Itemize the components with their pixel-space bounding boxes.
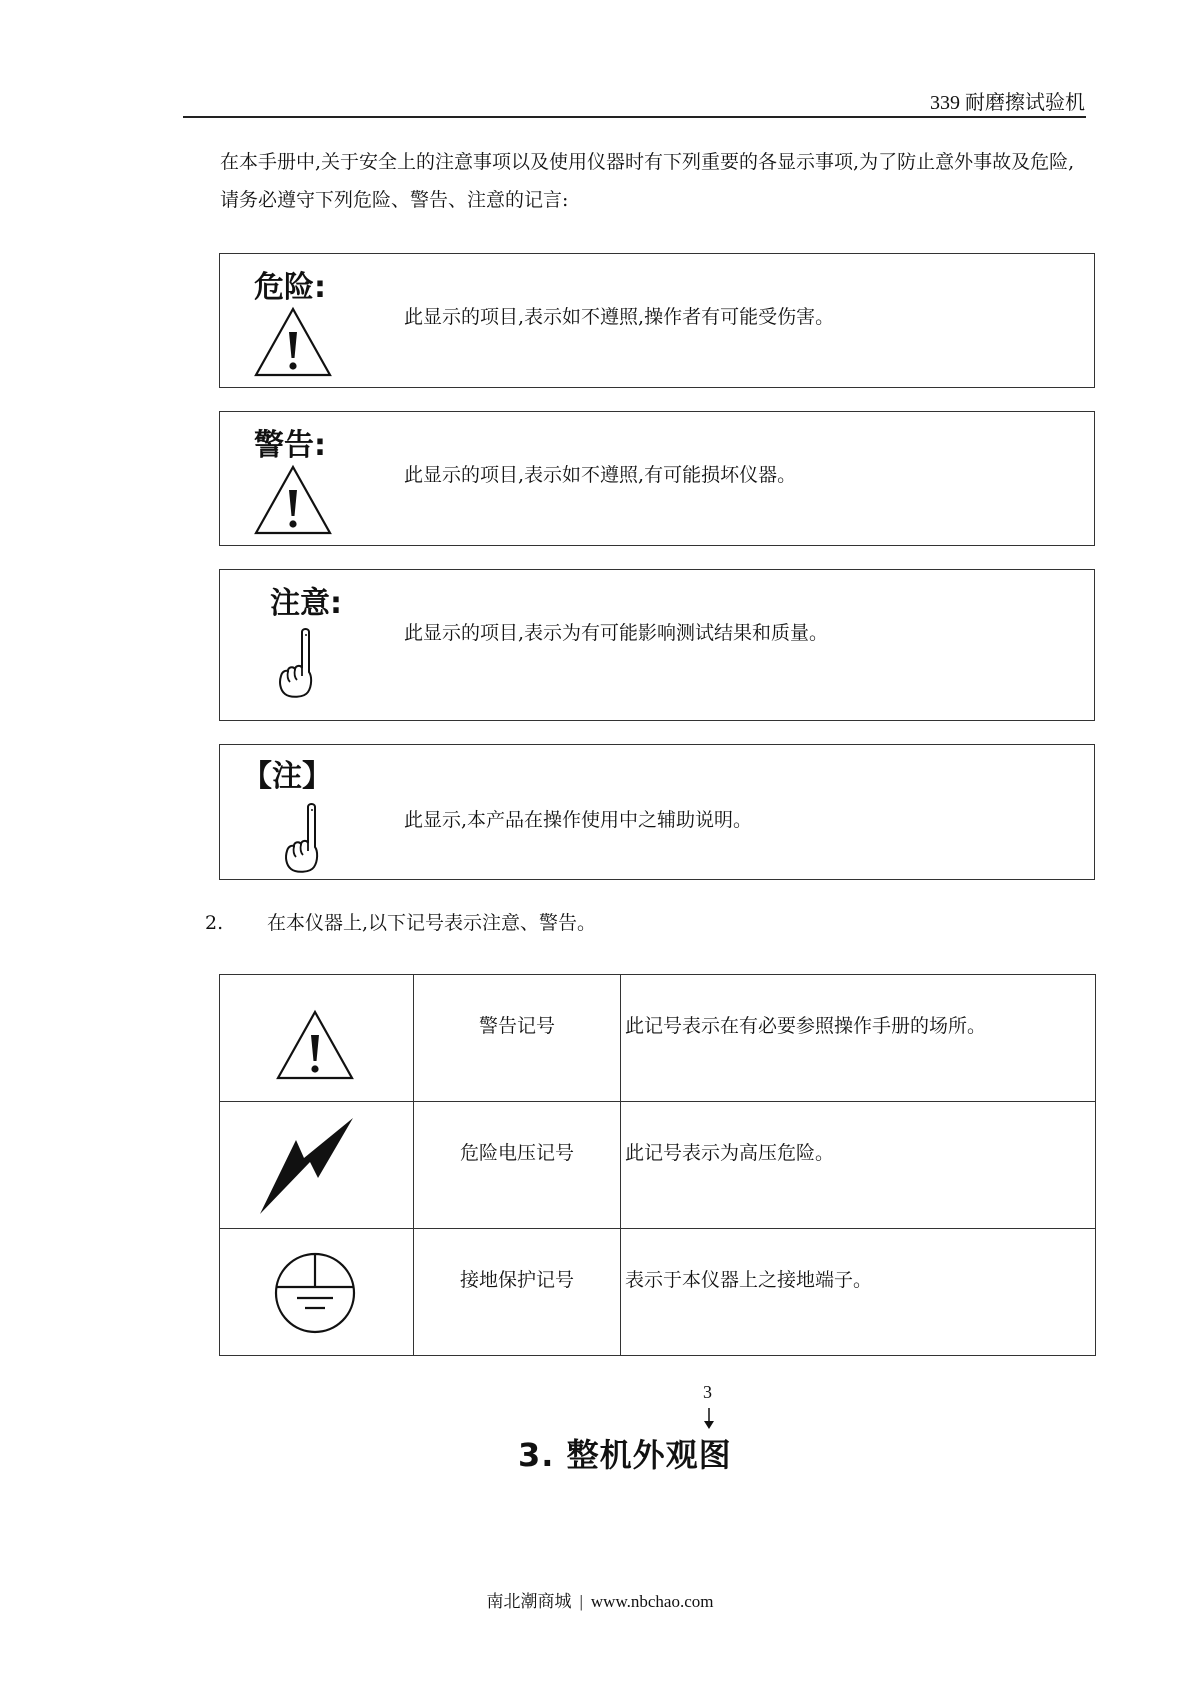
table-row [220, 975, 1096, 1102]
symbol-description: 表示于本仪器上之接地端子。 [625, 1269, 873, 1291]
warning-title: 警告: [254, 428, 326, 463]
header-divider [183, 116, 1086, 118]
symbol-name: 危险电压记号 [459, 1142, 574, 1164]
note-title: 【注】 [242, 759, 332, 794]
symbol-name: 警告记号 [478, 1015, 555, 1037]
symbol-description-cell [621, 975, 1096, 1102]
section-number: 2. [205, 912, 224, 934]
symbol-name-cell [414, 1229, 621, 1356]
footer-separator: | [579, 1592, 583, 1611]
symbol-name-cell [414, 1102, 621, 1229]
pointing-hand-icon [276, 626, 320, 700]
intro-paragraph: 在本手册中,关于安全上的注意事项以及使用仪器时有下列重要的各显示事项,为了防止意外事故及危险,请务必遵守下列危险、警告、注意的记言: [220, 151, 1075, 211]
danger-notice-box [219, 253, 1095, 388]
symbol-name: 接地保护记号 [459, 1269, 574, 1291]
symbol-description: 此记号表示为高压危险。 [625, 1142, 835, 1164]
protective-ground-icon [273, 1251, 357, 1335]
chapter-heading: 3. 整机外观图 [518, 1436, 732, 1474]
warning-triangle-icon [253, 306, 333, 378]
footer-url[interactable]: www.nbchao.com [590, 1592, 714, 1611]
symbol-cell [220, 1102, 414, 1229]
document-header-title: 339 耐磨擦试验机 [930, 92, 1085, 114]
section-text: 在本仪器上,以下记号表示注意、警告。 [267, 912, 597, 934]
symbol-description-cell [621, 1102, 1096, 1229]
footer [0, 1587, 1200, 1612]
warning-triangle-icon [253, 464, 333, 536]
note-description: 此显示,本产品在操作使用中之辅助说明。 [404, 809, 753, 831]
arrow-down-icon [703, 1408, 715, 1430]
symbol-description: 此记号表示在有必要参照操作手册的场所。 [625, 1015, 987, 1037]
section-2-line [205, 908, 596, 935]
danger-description: 此显示的项目,表示如不遵照,操作者有可能受伤害。 [404, 306, 835, 328]
warning-description: 此显示的项目,表示如不遵照,有可能损坏仪器。 [404, 464, 797, 486]
symbols-table [219, 974, 1096, 1356]
page-number-marker: 3 [703, 1382, 712, 1402]
table-row [220, 1229, 1096, 1356]
symbol-description-cell [621, 1229, 1096, 1356]
symbol-cell [220, 975, 414, 1102]
danger-title: 危险: [254, 270, 326, 305]
caution-description: 此显示的项目,表示为有可能影响测试结果和质量。 [404, 622, 829, 644]
caution-title: 注意: [270, 586, 342, 621]
pointing-hand-icon [282, 801, 326, 875]
symbol-name-cell [414, 975, 621, 1102]
caution-notice-box [219, 569, 1095, 721]
high-voltage-bolt-icon [258, 1116, 358, 1216]
table-row [220, 1102, 1096, 1229]
note-notice-box [219, 744, 1095, 880]
warning-triangle-icon [275, 1009, 355, 1081]
footer-site-name: 南北潮商城 [486, 1592, 572, 1611]
warning-notice-box [219, 411, 1095, 546]
symbol-cell [220, 1229, 414, 1356]
